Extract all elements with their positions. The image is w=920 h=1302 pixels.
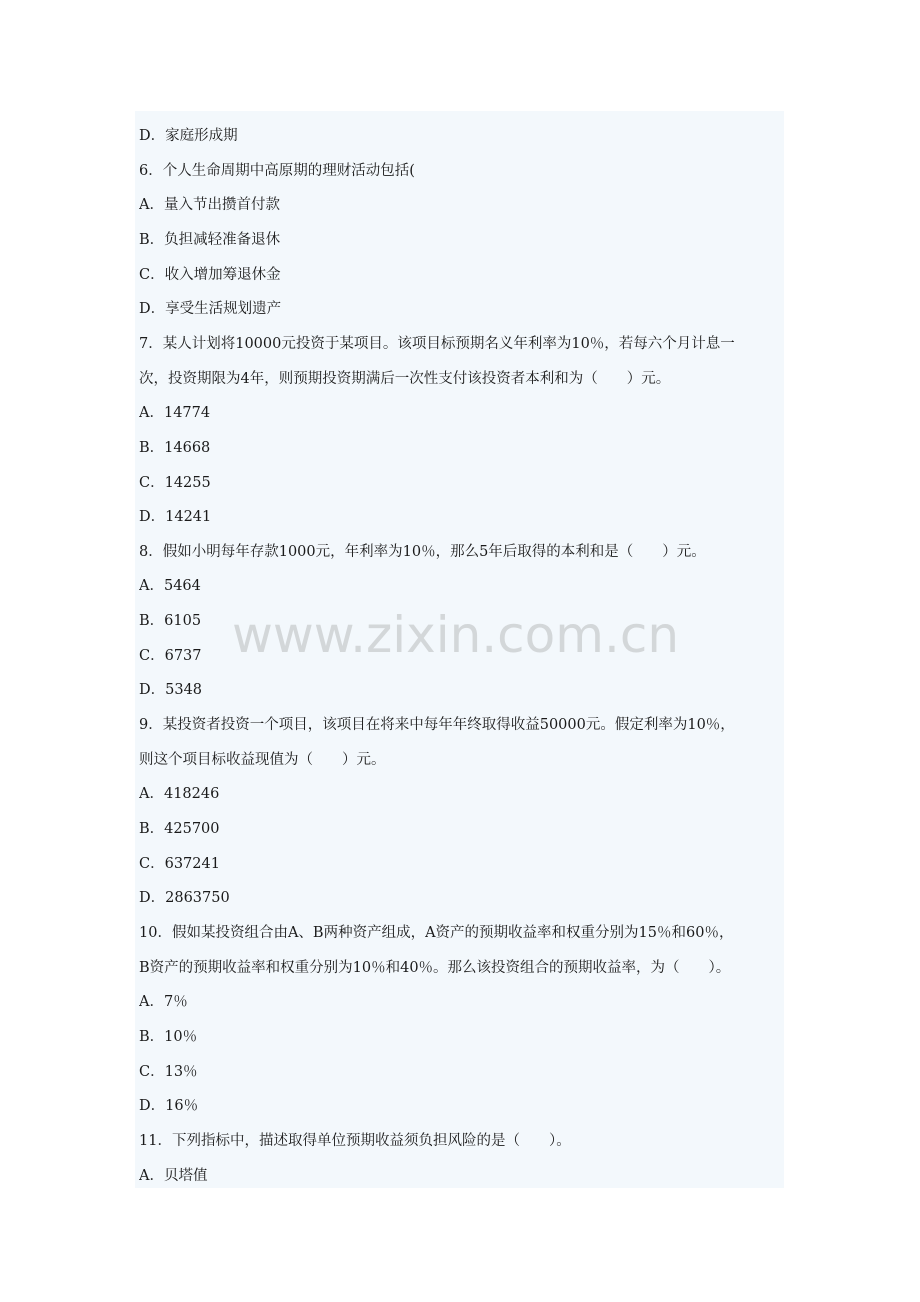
text-line: C．收入增加筹退休金 <box>139 267 281 283</box>
text-line: C．14255 <box>139 475 211 491</box>
text-line: C．13％ <box>139 1064 198 1080</box>
text-line: A．量入节出攒首付款 <box>139 197 280 213</box>
text-line: B．负担减轻准备退休 <box>139 232 281 248</box>
text-line: B．425700 <box>139 821 220 837</box>
text-line: D．16％ <box>139 1098 199 1114</box>
text-line: C．637241 <box>139 856 220 872</box>
text-line: D．5348 <box>139 682 203 698</box>
text-line: A．14774 <box>139 405 211 421</box>
text-line: D．2863750 <box>139 890 230 906</box>
text-line: 10．假如某投资组合由A、B两种资产组成，A资产的预期收益率和权重分别为15％和60％， <box>139 925 734 941</box>
text-line: 则这个项目标收益现值为（ ）元。 <box>139 752 386 768</box>
text-line: B资产的预期收益率和权重分别为10％和40％。那么该投资组合的预期收益率，为（ ）。 <box>139 960 731 976</box>
text-line: D．14241 <box>139 509 212 525</box>
text-line: A．贝塔值 <box>139 1168 208 1184</box>
text-line: A．5464 <box>139 578 201 594</box>
text-line: A．418246 <box>139 786 220 802</box>
text-line: B．10％ <box>139 1029 198 1045</box>
text-line: 11．下列指标中，描述取得单位预期收益须负担风险的是（ ）。 <box>139 1133 571 1149</box>
text-line: B．14668 <box>139 440 211 456</box>
text-line: 6．个人生命周期中高原期的理财活动包括( <box>139 163 415 179</box>
text-line: D．家庭形成期 <box>139 128 238 144</box>
watermark: www.zixin.com.cn <box>232 606 680 664</box>
text-line: 8．假如小明每年存款1000元，年利率为10％，那么5年后取得的本利和是（ ）元。 <box>139 544 706 560</box>
text-line: D．享受生活规划遗产 <box>139 301 282 317</box>
text-line: A．7％ <box>139 994 188 1010</box>
text-line: 9．某投资者投资一个项目，该项目在将来中每年年终取得收益50000元。假定利率为10％， <box>139 717 735 733</box>
text-line: 次，投资期限为4年，则预期投资期满后一次性支付该投资者本利和为（ ）元。 <box>139 371 671 387</box>
text-line: 7．某人计划将10000元投资于某项目。该项目标预期名义年利率为10％，若每六个月计息一 <box>139 336 735 352</box>
text-line: C．6737 <box>139 648 202 664</box>
text-line: B．6105 <box>139 613 202 629</box>
